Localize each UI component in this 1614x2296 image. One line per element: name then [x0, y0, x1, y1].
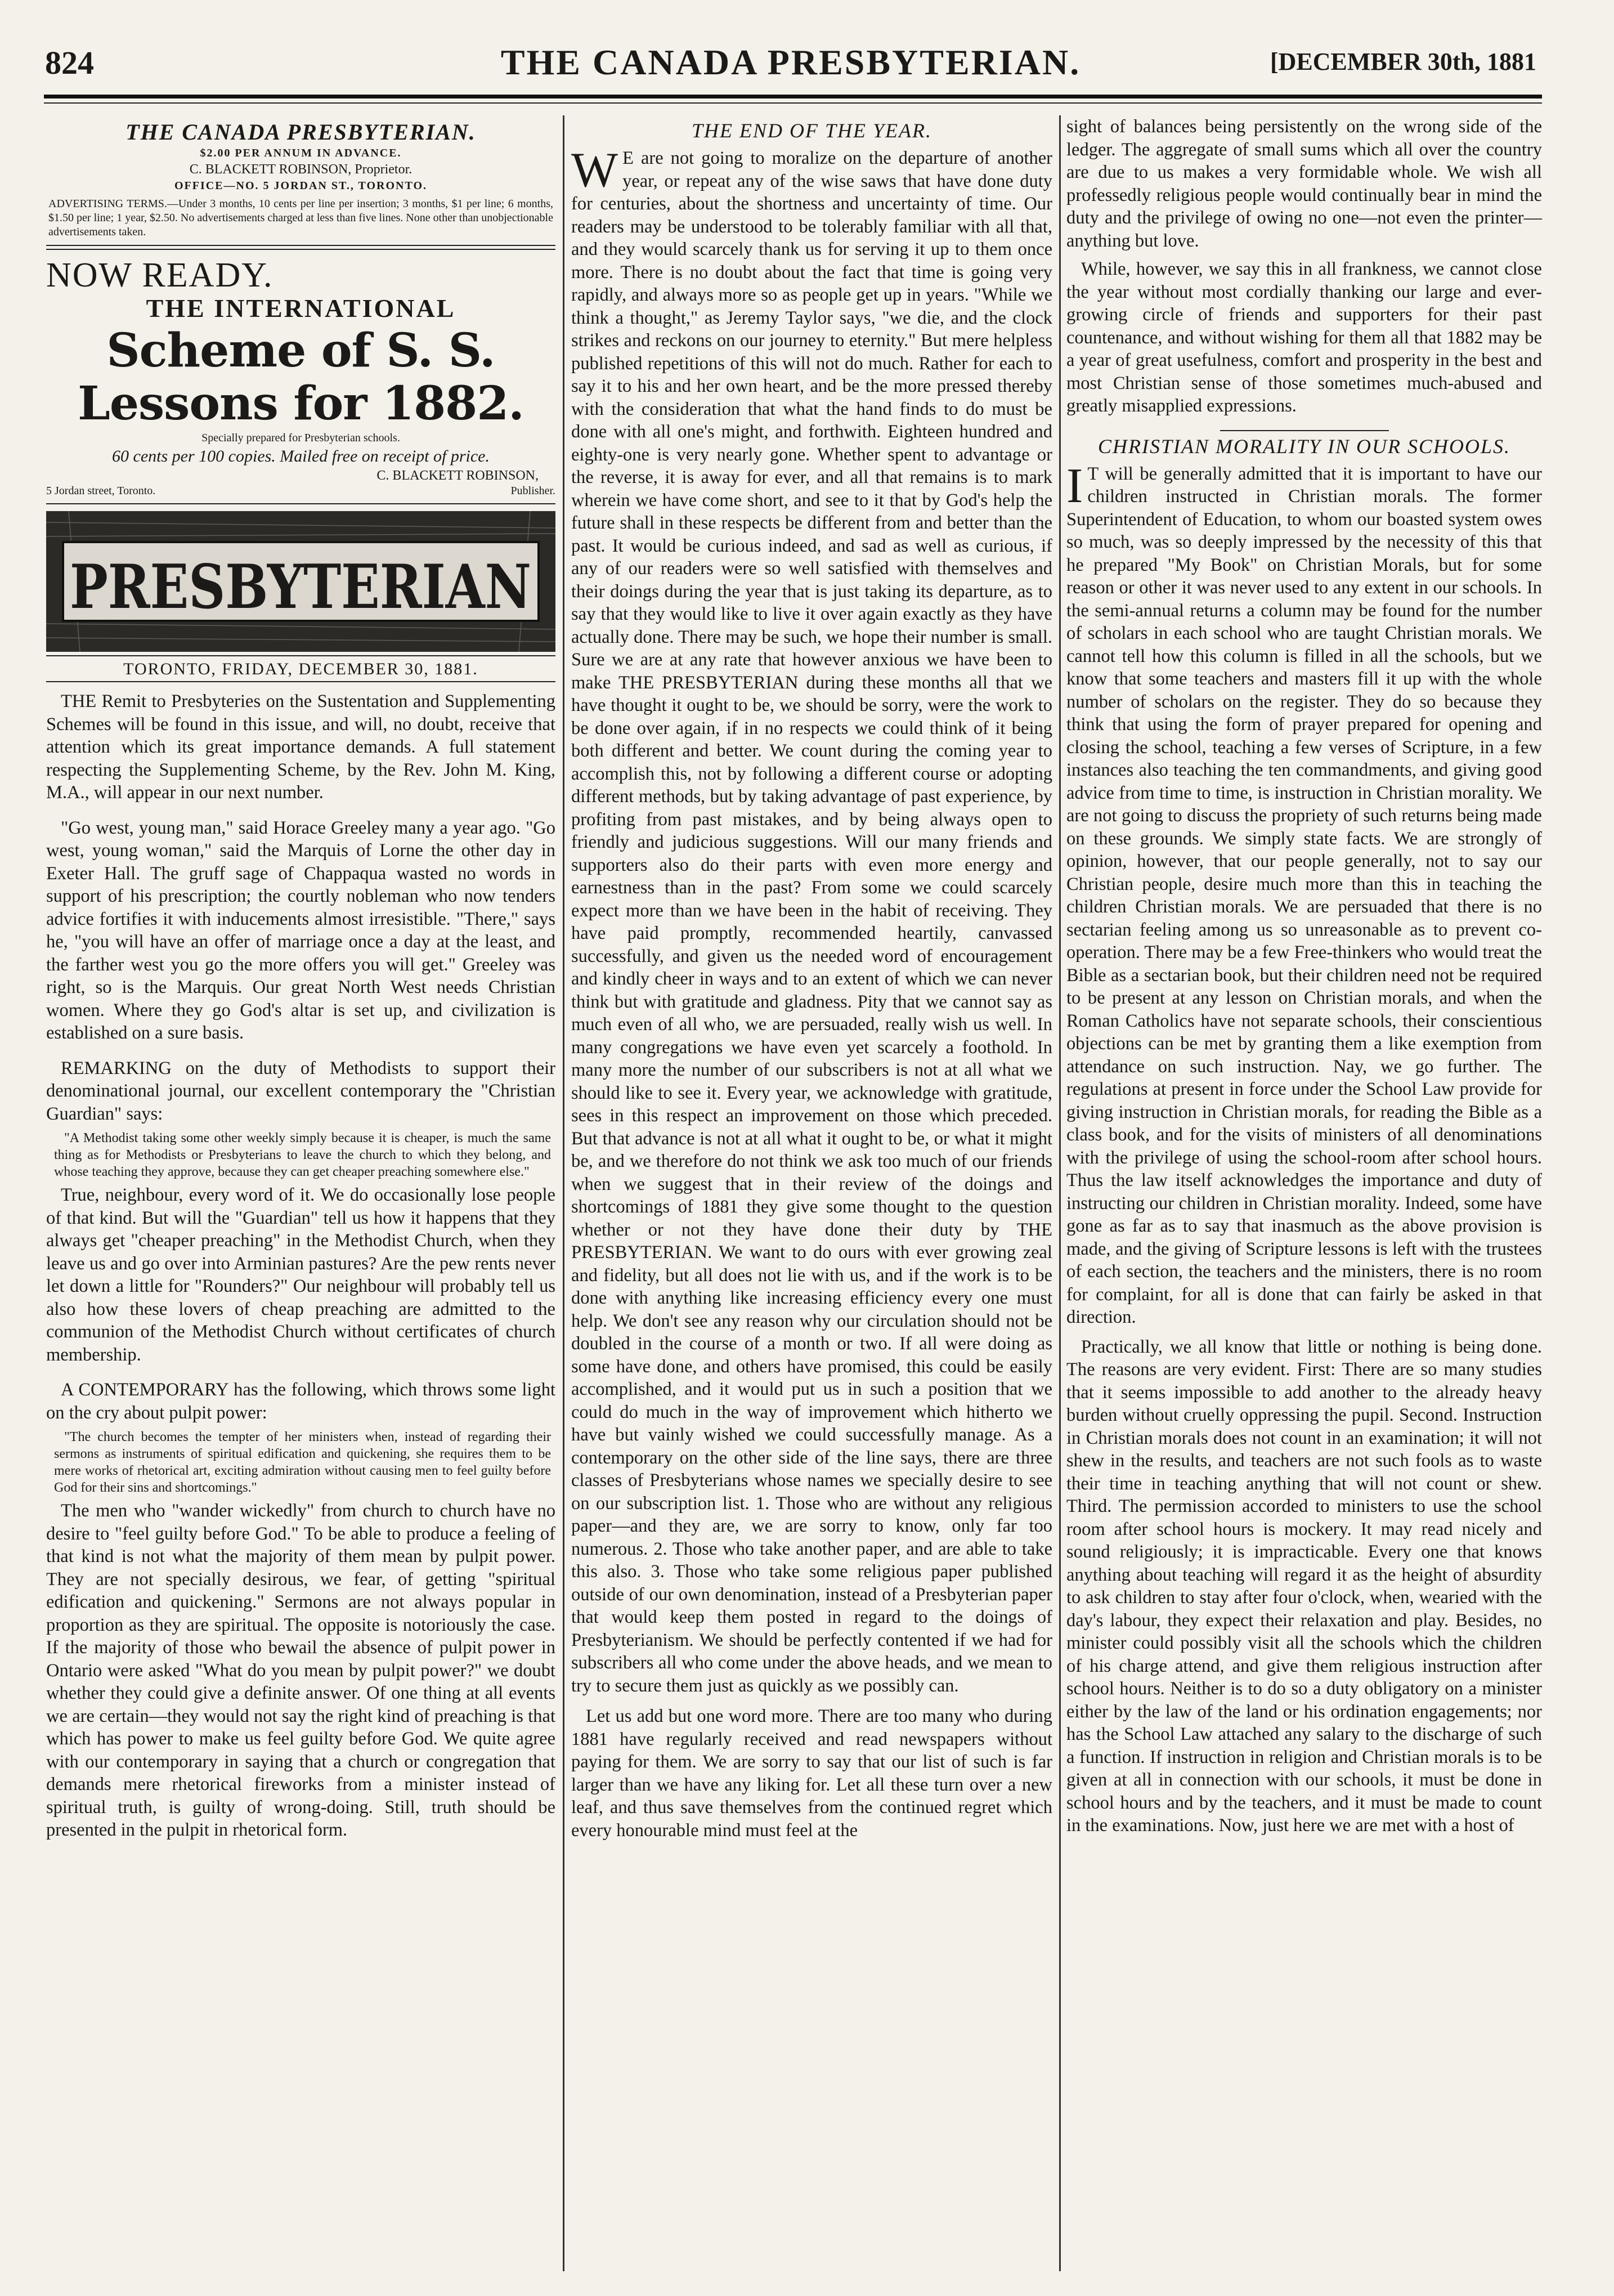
practically-paragraph: Practically, we all know that little or nothing is being done. The reasons are very evident. First: There are so many studies that it seems impossible to add another to the already heavy burden without cruelly oppressing the pupil. Second. Instruction in Christian morals does not count in an examination; it will not shew in the results, and teachers are not such fools as to waste their time in teaching anything that will not count or shew. Third. The permission accorded to ministers to use the school room after school hours is mockery. It may read nicely and sound religiously; it is impracticable. Every one that knows anything about teaching will regard it as the height of absurdity to ask children to stay after four o'clock, when, wearied with the day's labour, they expect their relaxation and play. Besides, no minister could possibly visit all the schools which the children of his charge attend, and give them religious instruction after school hours. Neither is to do so a duty obligatory on a minister either by the law of the land or his ordination engagements; nor has the School Law attached any salary to the discharge of such a function. If instruction in religion and Christian morals is to be given at all in connection with our schools, it must be done in school hours and by the teachers, and it must be made to count in the examinations. Now, just here we are met with a host of: [1066, 1336, 1542, 1836]
advertising-terms: ADVERTISING TERMS.—Under 3 months, 10 cents per line per insertion; 3 months, $1 per line; 6 months, $1.50 per line; 1 year, $2.50. No advertisements charged at less than five lines. None other than unobjectionable advertisements taken.: [48, 198, 553, 238]
go-west-paragraph: "Go west, young man," said Horace Greeley many a year ago. "Go west, young woman," said the Marquis of Lorne the other day in Exeter Hall. The gruff sage of Chappaqua wasted no words in support of his prescription; the courtly nobleman who now tenders advice fortifies it with inducements almost irresistible. "There," says he, "you will have an offer of marriage once a day at the least, and the farther west you go the more offers you will get." Greeley was right, so is the Marquis. Our great North West needs Christian women. Where they go God's altar is set up, and civilization is established on a sure basis.: [46, 817, 555, 1043]
end-of-year-text: E are not going to moralize on the departure of another year, or repeat any of the wise saws that have done duty for centuries, about the shortness and uncertainty of time. Our readers may be understood to be tolerably familiar with all that, and they would scarcely thank us for serving it up to them once more. There is no doubt about the fact that time is going very rapidly, and always more so as people get up in years. "While we think a thought," as Jeremy Taylor says, "we die, and the clock strikes and reckons on our journey to eternity." But mere helpless published repetitions of this will not do much. Rather for each to say it to his and her own heart, and be the more pressed thereby with the consideration that what the hand finds to do must be done with all one's might, and forthwith. Eighteen hundred and eighty-one is very nearly gone. Whether spent to advantage or the reverse, it is away for ever, and all that remains is to mark wherein we have come short, and see to it that by God's help the future shall in these respects be different from and better than the past. It would be curious indeed, and sad as well as curious, if any of our readers were so well satisfied with themselves and their doings during the year that is just taking its departure, as to say that they would like to live it over again exactly as they have actually done. There may be such, we hope their number is small. Sure we are at any rate that however anxious we have been to make THE PRESBYTERIAN during these months all that we have thought it ought to be, we should be sorry, were the work to be done over again, if in no respects we could think of it being both different and better. We count during the coming year to accomplish this, not by following a different course or adopting different methods, but by taking advantage of past experience, by profiting from past mistakes, and by being always open to friendly and judicious suggestions. Will our many friends and supporters also do their parts with even more energy and earnestness than in the past? From some we could scarcely expect more than we have been in the habit of receiving. They have paid promptly, recommended heartily, canvassed successfully, and given us the needed word of encouragement and kindly cheer in ways and to an extent of which we can never think but with gratitude and gladness. Pity that we cannot say as much even of all who, we are persuaded, really wish us well. In many congregations we have even yet scarcely a foothold. In many more the number of our subscribers is not at all what we should like to see it. Every year, we acknowledge with gratitude, sees in this respect an improvement on those which preceded. But that advance is not at all what it ought to be, or what it might be, and we therefore do not think we ask too much of our friends when we suggest that in their review of the doings and shortcomings of 1881 they give some thought to the question whether or not they have done their duty by THE PRESBYTERIAN. We want to do ours with ever growing zeal and fidelity, but all does not lie with us, and if the work is to be done with anything like increasing efficiency every one must help. We don't see any reason why our circulation should not be doubled in the course of a month or two. If all were doing as some have done, and others have promised, this could be easily accomplished, and it would put us in such a position that we could do much in the way of improvement which hitherto we have but vainly wished we could successfully manage. As a contemporary on the other side of the line says, there are three classes of Presbyterians whose names we specially desire to see on our subscription list. 1. Those who are without any religious paper—and they are, we are sorry to know, only far too numerous. 2. Those who take another paper, and are able to take this also. 3. Those who take some religious paper published outside of our own denomination, instead of a Presbyterian paper that would keep them posted in regard to the doings of Presbyterianism. We should be perfectly contented if we had for subscribers all who come under the above heads, and we mean to try to secure them just as quickly as we possibly can.: [571, 148, 1052, 1696]
neighbour-paragraph: True, neighbour, every word of it. We do occasionally lose people of that kind. But will the "Guardian" tell us how it happens that they always get "cheaper preaching" in the Methodist Church, when they leave us and go over into Arminian pastures? Are the pew rents never let down a little for "Rounders?" Our neighbour will probably tell us also how these lovers of cheap preaching are admitted to the communion of the Methodist Church without certificates of church membership.: [46, 1185, 555, 1365]
methodists-paragraph: REMARKING on the duty of Methodists to support their denominational journal, our excellent contemporary the "Christian Guardian" says:: [46, 1058, 555, 1124]
lessons-advertisement: [46, 256, 555, 498]
ad-address-line: [46, 484, 555, 498]
ad-publisher: Publisher.: [510, 485, 555, 497]
issue-date: [DECEMBER 30th, 1881: [1270, 48, 1536, 75]
tempter-quote: "The church becomes the tempter of her ministers when, instead of regarding their sermons as instruments of spiritual edification and quickening, she requires them to be mere works of rhetorical art, exciting admiration without causing men to feel guilty before God for their sins and shortcomings.": [54, 1430, 551, 1495]
christian-morality-paragraph: [1066, 458, 1542, 1329]
column-divider: [1059, 115, 1061, 2271]
page-number: 824: [45, 44, 94, 81]
subscription-price: $2.00 PER ANNUM IN ADVANCE.: [200, 147, 402, 159]
head-rule: [44, 95, 1542, 99]
banner-engraving: [46, 511, 555, 652]
section-rule: [1220, 430, 1389, 431]
ad-international: THE INTERNATIONAL: [146, 294, 456, 323]
running-head: [45, 39, 1536, 90]
column-3: [1066, 115, 1542, 2271]
section-rule: [46, 245, 555, 250]
remit-paragraph: THE Remit to Presbyteries on the Sustentation and Supplementing Schemes will be found in this issue, and will, no doubt, receive that attention which its great importance demands. A full statement respecting the Supplementing Scheme, by the Rev. John M. King, M.A., will appear in our next number.: [46, 691, 555, 803]
banner-word: PRESBYTERIAN: [70, 552, 531, 623]
proprietor: C. BLACKETT ROBINSON, Proprietor.: [189, 162, 413, 177]
office-address: OFFICE—NO. 5 JORDAN ST., TORONTO.: [174, 180, 428, 192]
drop-cap: I: [1066, 458, 1083, 513]
one-word-more-paragraph: Let us add but one word more. There are too many who during 1881 have regularly received and read newspapers without paying for them. We are sorry to say that our list of such is far larger than we have any liking for. Let all these turn over a new leaf, and thus save themselves from the continued regret which every honourable mind must feel at the: [571, 1706, 1052, 1841]
guardian-quote: "A Methodist taking some other weekly simply because it is cheaper, is much the same thing as for Methodists or Presbyterians to leave the church to which they belong, and whose teaching they approve, because they can get cheaper preaching somewhere else.": [54, 1131, 551, 1179]
presbyterian-banner: [46, 511, 555, 652]
drop-cap: W: [571, 143, 618, 198]
balances-paragraph: sight of balances being persistently on the wrong side of the ledger. The aggregate of small sums which all over the country are due to us makes a very formidable whole. We wish all professedly religious people would continually bear in mind the duty and the privilege of owing no one—not even the printer—anything but love.: [1066, 117, 1542, 251]
ad-specially: Specially prepared for Presbyterian schools.: [201, 432, 400, 444]
column-2: [571, 115, 1052, 2271]
dateline: TORONTO, FRIDAY, DECEMBER 30, 1881.: [123, 660, 478, 678]
contemporary-paragraph: A CONTEMPORARY has the following, which throws some light on the cry about pulpit power:: [46, 1380, 555, 1423]
ad-scheme-title: Scheme of S. S. Lessons for 1882.: [78, 324, 524, 431]
ad-address: 5 Jordan street, Toronto.: [46, 485, 156, 497]
thanks-paragraph: While, however, we say this in all frankness, we cannot close the year without most cordially thanking our large and ever-growing circle of friends and supporters for their past countenance, and without wishing for them all that 1882 may be a year of great usefulness, comfort and prosperity in the best and most Christian sense of those sometimes much-abused and greatly misapplied expressions.: [1066, 259, 1542, 416]
end-of-year-paragraph: [571, 143, 1052, 1697]
ad-price: 60 cents per 100 copies. Mailed free on receipt of price.: [112, 447, 490, 466]
masthead-title: THE CANADA PRESBYTERIAN.: [125, 119, 476, 145]
now-ready: NOW READY.: [46, 256, 274, 294]
end-of-year-heading: THE END OF THE YEAR.: [692, 119, 932, 142]
head-rule-thin: [44, 102, 1542, 104]
section-rule: [46, 655, 555, 656]
section-rule: [46, 503, 555, 504]
wander-paragraph: The men who "wander wickedly" from church to church have no desire to "feel guilty before God." To be able to produce a feeling of that kind is not what the majority of them mean by pulpit power. They are not specially desirous, we fear, of getting "spiritual edification and quickening." Sermons are not always popular in proportion as they are spiritual. The opposite is notoriously the case. If the majority of those who bewail the absence of pulpit power in Ontario were asked "What do you mean by pulpit power?" we doubt whether they could give a definite answer. Of one thing at all events we are certain—they would not say the right kind of preaching is that which has power to make us feel guilty before God. We quite agree with our contemporary in saying that a church or congregation that demands mere rhetorical fireworks from a minister instead of spiritual truth, is guilty of wrong-doing. Still, truth should be presented in the pulpit in rhetorical form.: [46, 1501, 555, 1840]
christian-morality-text: T will be generally admitted that it is important to have our children instructed in Christian morals. The former Superintendent of Education, to whom our boasted system owes so much, was so deeply impressed by the necessity of this that he prepared "My Book" on Christian Morals, but for some reason or other it was never used to any extent in our schools. In the semi-annual returns a column may be found for the number of scholars in each school who are taught Christian morals. We cannot tell how this column is filled in all the schools, but we know that some teachers and masters fill it up with the whole number of scholars on the register. They do so because they think that using the form of prayer prepared for opening and closing the school, teaching a few verses of Scripture, in a few instances also teaching the ten commandments, and giving good advice from time to time, is instruction in Christian morality. We are not going to discuss the propriety of such returns being made on these grounds. We simply state facts. We are strongly of opinion, however, that our people generally, not to say our Christian people, desire much more than this in teaching the children Christian morals. We are persuaded that there is no sectarian feeling among us so unreasonable as to prevent co-operation. There may be a few Free-thinkers who would treat the Bible as a sectarian book, but their children need not be required to be present at any lesson on Christian morals, and when the Roman Catholics have not separate schools, their conscientious objections can be met by granting them a like exemption from attendance on such instruction. Nay, we go further. The regulations at present in force under the School Law provide for giving instruction in Christian morals, for reading the Bible as a class book, and for the visits of ministers of all denominations with the privilege of using the school-room after school hours. Thus the law itself acknowledges the importance and duty of instructing our children in Christian morality. Indeed, some have gone as far as to say that inasmuch as the above provision is made, and the giving of Scripture lessons is left with the trustees of each section, the teachers and the ministers, there is no room for complaint, for all is done that can fairly be asked in that direction.: [1066, 463, 1542, 1327]
column-divider: [563, 115, 564, 2271]
column-1: [46, 115, 555, 2271]
paper-title: THE CANADA PRESBYTERIAN.: [500, 42, 1081, 82]
christian-morality-heading: CHRISTIAN MORALITY IN OUR SCHOOLS.: [1097, 435, 1511, 458]
section-rule: [46, 681, 555, 682]
ad-publisher-name: C. BLACKETT ROBINSON,: [376, 468, 539, 483]
